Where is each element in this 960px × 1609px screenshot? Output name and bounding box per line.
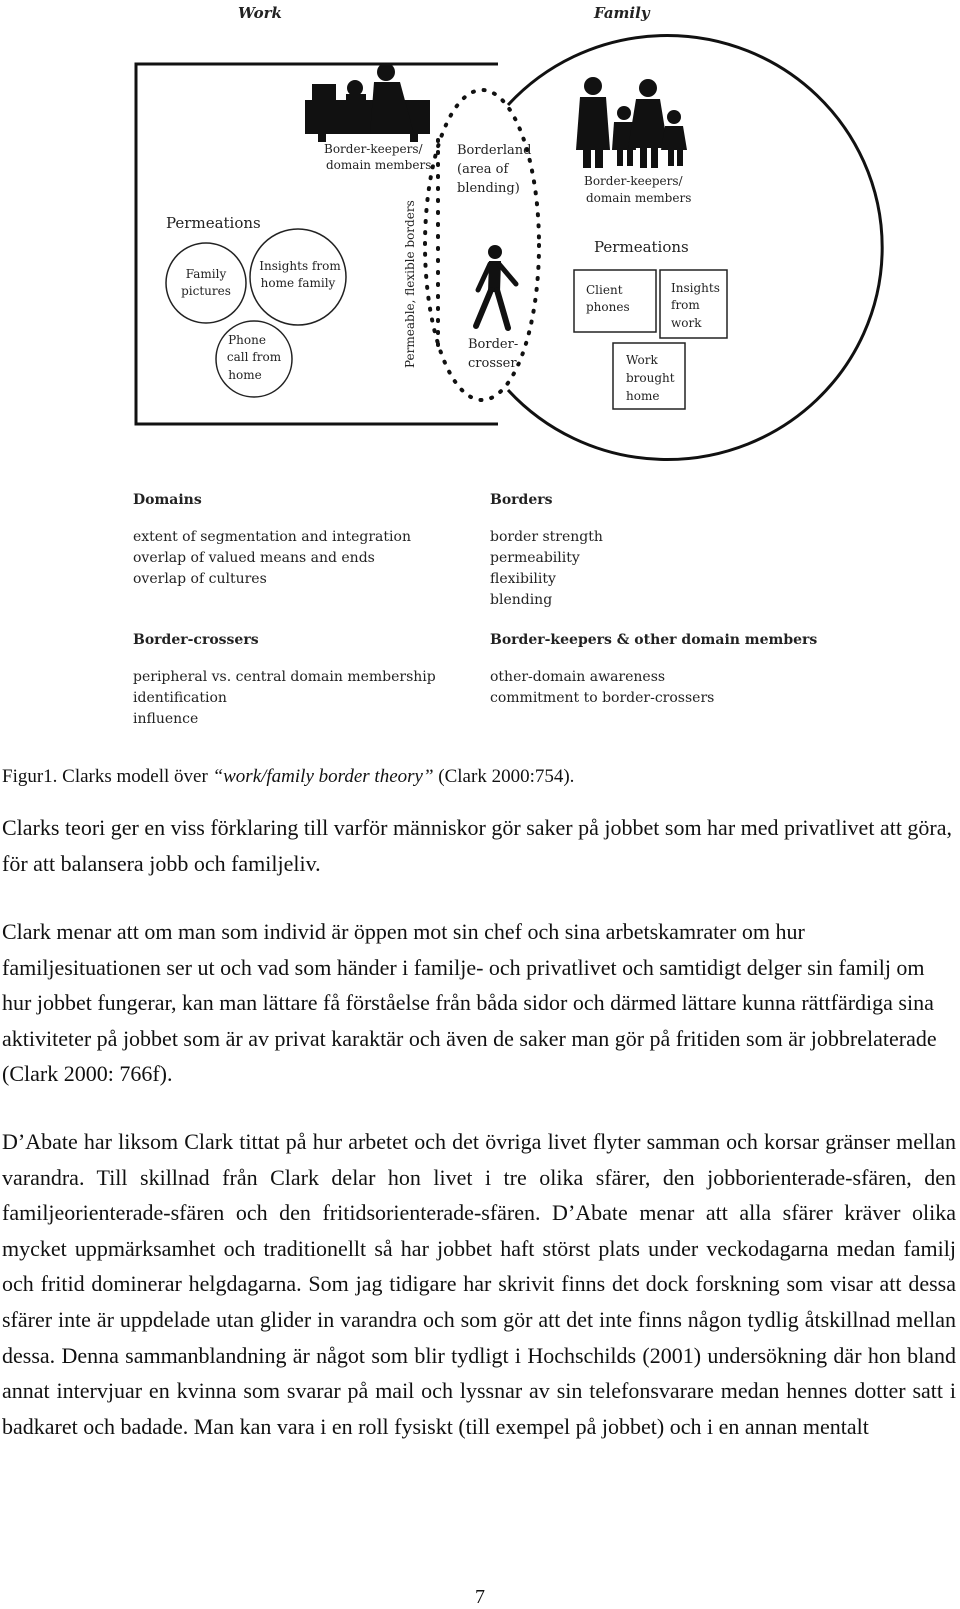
work-border-keepers-line1: Border-keepers/ (324, 142, 423, 156)
legend-border-crossers-item: peripheral vs. central domain membership (133, 669, 436, 685)
family-border-keepers-line2: domain members (586, 191, 692, 205)
legend-domains-item: overlap of valued means and ends (133, 550, 375, 566)
border-crosser-line1: Border- (468, 337, 519, 352)
legend-borders-item: flexibility (490, 571, 556, 587)
insights-work-line3: work (671, 316, 702, 330)
legend-border-keepers-item: other-domain awareness (490, 669, 666, 685)
work-brought-home-line2: brought (626, 371, 675, 385)
work-brought-home-line3: home (626, 389, 660, 403)
legend-domains-title: Domains (133, 492, 202, 508)
insights-home-line1: Insights from (259, 259, 341, 273)
work-people-silhouette-icon (305, 63, 430, 142)
family-pictures-line1: Family (185, 267, 227, 281)
work-permeations-title: Permeations (166, 214, 261, 232)
legend-border-crossers-item: identification (133, 690, 227, 706)
legend-domains (133, 490, 411, 590)
paragraph-2: Clark menar att om man som individ är öppen mot sin chef och sina arbetskamrater om hur familjesituationen ser ut och vad som händer i familje- och privatlivet och samtidigt delger sin familj om hur jobbet fungerar, kan man lättare få förståelse från båda sidor och därmed lättare kunna rättfärdiga sina aktiviteter på jobbet som är av privat karaktär och även de saker man gör på fritiden som är jobbrelaterade (Clark 2000: 766f). (2, 919, 937, 1087)
phone-call-line3: home (228, 368, 262, 382)
family-pictures-line2: pictures (181, 284, 231, 298)
borderland-line3: blending) (457, 181, 520, 196)
border-crosser-line2: crosser (468, 356, 517, 371)
caption-suffix: (Clark 2000:754). (433, 766, 575, 787)
borderland-ellipse (425, 90, 539, 400)
legend-borders-item: border strength (490, 529, 603, 545)
family-header: Family (594, 4, 650, 22)
paragraph-1: Clarks teori ger en viss förklaring till varför människor gör saker på jobbet som har med privatlivet att göra, för att balansera jobb och familjeliv. (2, 815, 953, 876)
family-border-keepers-line1: Border-keepers/ (584, 174, 683, 188)
caption-italic-title: “work/family border theory” (212, 766, 434, 787)
family-permeations-title: Permeations (594, 238, 689, 256)
family-people-silhouette-icon (576, 77, 687, 168)
legend-border-keepers-item: commitment to border-crossers (490, 690, 715, 706)
legend-domains-item: overlap of cultures (133, 571, 267, 587)
page-number: 7 (475, 1586, 485, 1608)
legend-borders (490, 490, 603, 611)
paragraph-3: D’Abate har liksom Clark tittat på hur arbetet och det övriga livet flyter samman och korsar gränser mellan varandra. Till skillnad från Clark delar hon livet i tre olika sfärer, den jobborienterade-sfären, den familjeorienterade-sfären och den fritidsorienterade-sfären. D’Abate menar att alla sfärer kräver olika mycket uppmärksamhet och traditionellt så har jobbet haft störst plats under veckodagarna medan familj och fritid dominerar helgdagarna. Som jag tidigare har skrivit finns det dock forskning som visar att dessa sfärer inte är uppdelade utan glider in varandra och som gör att det inte finns någon tydlig åtskillnad mellan dessa. Denna sammanblandning är något som blir tydligt i Hochschilds (2001) undersökning där hon bland annat intervjuar en kvinna som svarar på mail och lyssnar av sin telefonsvarare medan hennes dotter satt i badkaret och badade. Man kan vara i en roll fysiskt (till exempel på jobbet) och i en annan mentalt (2, 1129, 956, 1439)
work-header: Work (238, 4, 282, 22)
legend-border-keepers-title: Border-keepers & other domain members (490, 632, 818, 648)
figure-caption (2, 766, 574, 788)
legend-border-crossers (133, 630, 436, 730)
client-phones-line1: Client (586, 283, 623, 297)
legend-domains-item: extent of segmentation and integration (133, 529, 411, 545)
family-domain-circle (508, 36, 882, 460)
legend-border-crossers-item: influence (133, 711, 199, 727)
work-brought-home-line1: Work (626, 353, 658, 367)
insights-home-line2: home family (260, 276, 336, 290)
family-pictures-circle (166, 243, 246, 323)
caption-prefix: Figur1. Clarks modell över (2, 766, 213, 787)
phone-call-line1: Phone (228, 333, 266, 347)
borderland-line1: Borderland (457, 143, 532, 158)
border-label: Permeable, flexible borders (403, 200, 417, 368)
client-phones-line2: phones (586, 300, 630, 314)
legend-border-keepers (490, 630, 817, 709)
insights-work-line1: Insights (671, 281, 720, 295)
phone-call-line2: call from (226, 350, 282, 364)
work-border-keepers-line2: domain members (326, 158, 432, 172)
borderland-line2: (area of (457, 162, 509, 177)
legend-borders-item: permeability (490, 550, 580, 566)
insights-work-line2: from (671, 298, 700, 312)
legend-border-crossers-title: Border-crossers (133, 632, 259, 648)
legend-borders-title: Borders (490, 492, 553, 508)
border-crosser-silhouette-icon (476, 245, 516, 328)
legend-borders-item: blending (490, 592, 553, 608)
